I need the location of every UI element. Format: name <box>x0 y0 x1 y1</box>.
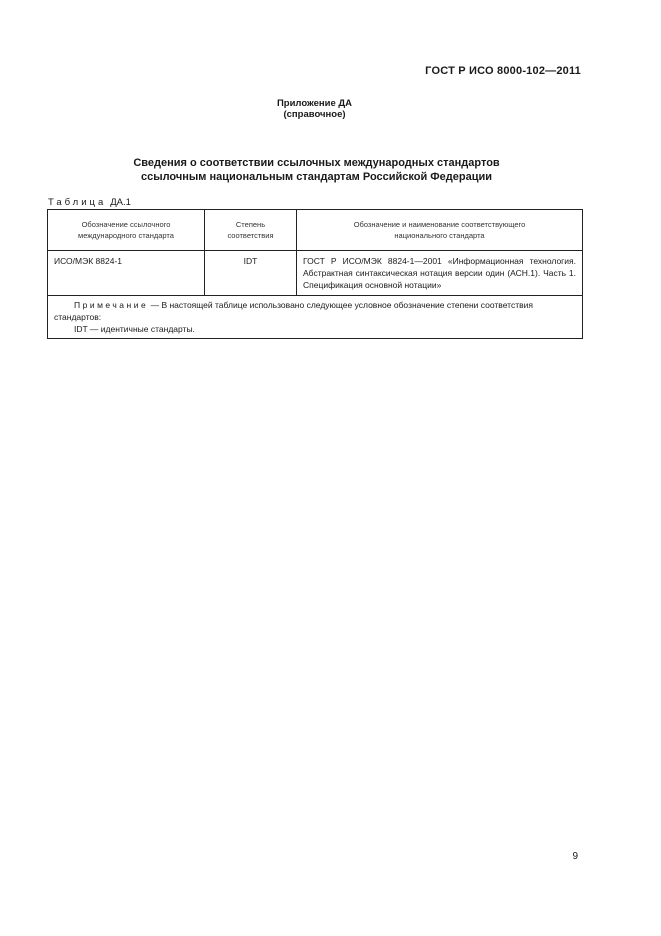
table-row <box>48 251 583 296</box>
table-caption-id: ДА.1 <box>110 197 131 208</box>
header-intl-standard: Обозначение ссылочного международного стандарта <box>48 210 205 251</box>
section-title-line-1: Сведения о соответствии ссылочных международных стандартов <box>133 157 500 169</box>
header-national-standard: Обозначение и наименование соответствующего национального стандарта <box>297 210 583 251</box>
section-title <box>0 156 661 184</box>
table-header-row <box>48 210 583 251</box>
page-number: 9 <box>572 851 578 862</box>
cell-degree: IDT <box>205 251 297 296</box>
table-note <box>48 296 583 339</box>
note-item: IDT — идентичные стандарты. <box>74 324 195 334</box>
note-text <box>54 299 576 323</box>
section-title-line-2: ссылочным национальным стандартам Российской Федерации <box>140 171 493 183</box>
appendix-title: Приложение ДА <box>276 98 353 109</box>
note-body: — В настоящей таблице использовано следующее условное обозначение степени соответствия стандартов: <box>54 300 533 322</box>
table-note-row <box>48 296 583 339</box>
cell-intl-standard: ИСО/МЭК 8824-1 <box>48 251 205 296</box>
appendix-heading <box>0 98 661 120</box>
note-label: Примечание <box>74 300 149 310</box>
document-code: ГОСТ Р ИСО 8000-102—2011 <box>425 65 581 77</box>
cell-national-standard: ГОСТ Р ИСО/МЭК 8824-1—2001 «Информационная технология. Абстрактная синтаксическая нотация версии один (АСН.1). Часть 1. Спецификация основной нотации» <box>297 251 583 296</box>
appendix-subtitle: (справочное) <box>283 109 346 120</box>
table-caption-prefix: Таблица <box>48 197 107 208</box>
table-caption <box>48 197 131 208</box>
standards-correspondence-table <box>47 209 583 339</box>
header-degree: Степень соответствия <box>205 210 297 251</box>
